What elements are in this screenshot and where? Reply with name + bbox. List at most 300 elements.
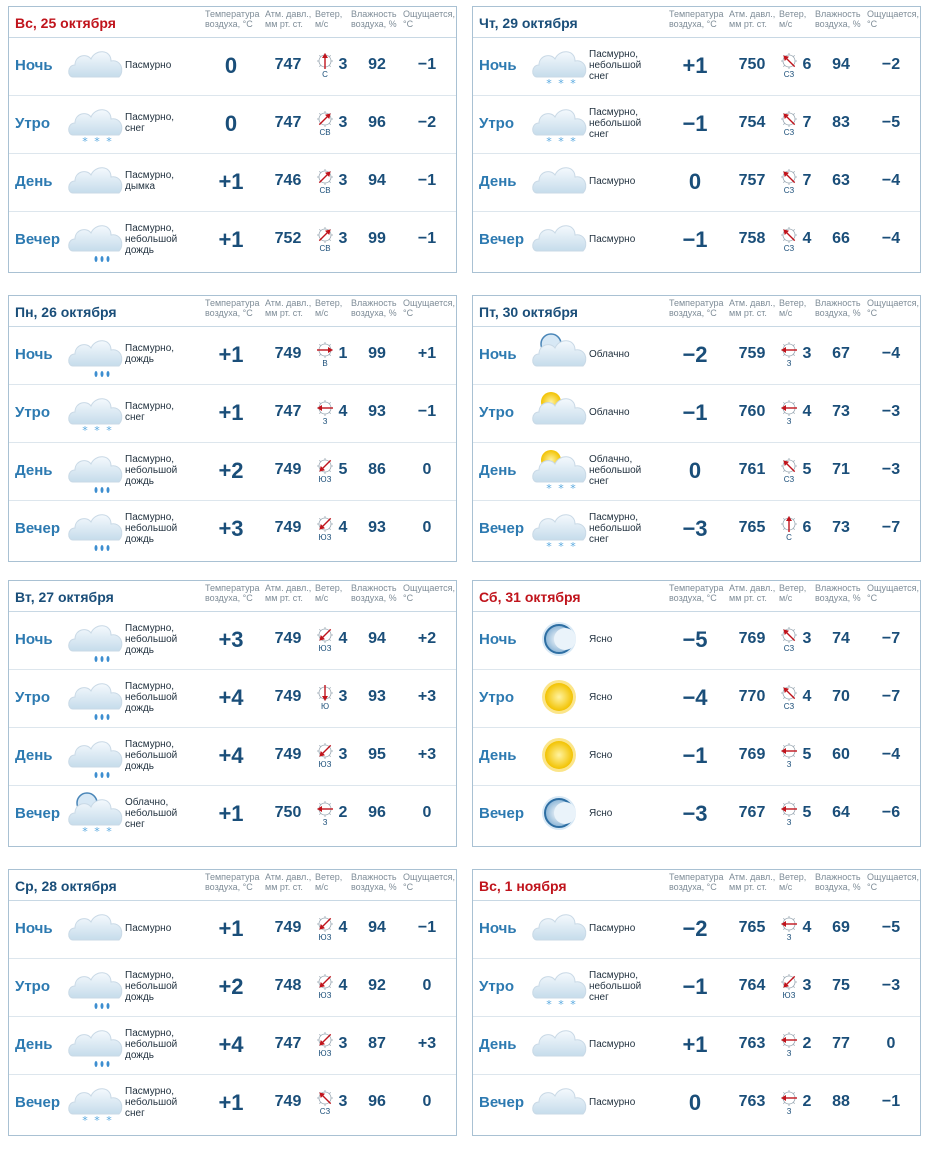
time-of-day-label: Ночь: [479, 631, 517, 648]
column-header-press: Атм. давл., мм рт. ст.: [265, 9, 312, 29]
time-of-day-label: Вечер: [15, 805, 61, 822]
feels-like-value: −4: [881, 230, 901, 247]
feels-like-value: +2: [417, 630, 437, 647]
column-header-wind: Ветер, м/с: [315, 872, 343, 892]
wind-direction-label: З: [786, 818, 792, 827]
temperature-value: −2: [682, 342, 708, 367]
svg-text:*: *: [558, 135, 564, 148]
wind-direction-icon: [315, 514, 335, 544]
condition-label: Пасмурно: [589, 922, 636, 934]
svg-text:*: *: [546, 135, 552, 148]
pressure-value: 767: [738, 804, 766, 821]
wind-direction-icon: [779, 167, 799, 197]
temperature-value: +1: [218, 227, 244, 252]
svg-text:*: *: [570, 77, 576, 90]
temperature-value: +3: [218, 516, 244, 541]
pressure-value: 754: [738, 114, 766, 131]
column-header-press: Атм. давл., мм рт. ст.: [729, 298, 776, 318]
wind-speed-value: 2: [338, 804, 348, 821]
pressure-value: 750: [274, 804, 302, 821]
condition-text: [589, 452, 659, 488]
cloud-icon: [65, 904, 125, 956]
wind-direction-label: С: [786, 533, 792, 542]
wind-direction-icon: [779, 914, 799, 944]
wind-direction-label: СЗ: [783, 644, 795, 653]
wind-direction-label: З: [322, 818, 328, 827]
forecast-row: [9, 611, 456, 670]
temperature-value: 0: [688, 458, 702, 483]
time-of-day-label: Ночь: [479, 57, 517, 74]
wind-speed-value: 7: [802, 114, 812, 131]
forecast-row: [473, 900, 920, 959]
condition-text: [125, 737, 195, 773]
wind-speed-value: 3: [338, 1035, 348, 1052]
wind-direction-icon: [779, 972, 799, 1002]
cloud-rain-icon: [65, 330, 125, 382]
day-title: Ср, 28 октября: [15, 878, 117, 894]
condition-label: Пасмурно: [589, 175, 636, 187]
svg-text:*: *: [106, 1114, 112, 1127]
wind-direction-icon: [779, 625, 799, 655]
wind-direction-icon: [315, 456, 335, 486]
pressure-value: 765: [738, 919, 766, 936]
pressure-value: 761: [738, 461, 766, 478]
wind-speed-value: 5: [338, 461, 348, 478]
condition-label: Пасмурно: [589, 1038, 636, 1050]
cloud-rain-icon: [65, 215, 125, 267]
svg-text:*: *: [546, 77, 552, 90]
wind-speed-value: 5: [802, 804, 812, 821]
condition-text: [589, 394, 659, 430]
feels-like-value: −7: [881, 630, 901, 647]
forecast-row: [473, 211, 920, 269]
humidity-value: 94: [368, 919, 386, 936]
day-title: Вс, 1 ноября: [479, 878, 567, 894]
feels-like-value: −4: [881, 746, 901, 763]
wind-speed-value: 4: [802, 919, 812, 936]
humidity-value: 73: [832, 403, 850, 420]
day-title: Вс, 25 октября: [15, 15, 116, 31]
condition-label: Пасмурно, небольшой дождь: [125, 1027, 178, 1061]
column-header-press: Атм. давл., мм рт. ст.: [265, 872, 312, 892]
condition-text: [589, 1084, 659, 1120]
humidity-value: 94: [368, 630, 386, 647]
time-of-day-label: День: [15, 173, 53, 190]
humidity-value: 83: [832, 114, 850, 131]
cloud-snow-icon: [65, 388, 125, 440]
humidity-value: 95: [368, 746, 386, 763]
svg-text:*: *: [82, 1114, 88, 1127]
wind-speed-value: 3: [802, 630, 812, 647]
feels-like-value: 0: [422, 461, 432, 478]
feels-like-value: −5: [881, 114, 901, 131]
wind-direction-icon: [779, 741, 799, 771]
wind-speed-value: 3: [338, 1093, 348, 1110]
condition-label: Пасмурно, небольшой дождь: [125, 680, 178, 714]
condition-text: [125, 336, 195, 372]
moon-icon: [529, 615, 589, 667]
feels-like-value: −5: [881, 919, 901, 936]
cloud-icon: [529, 1020, 589, 1072]
humidity-value: 87: [368, 1035, 386, 1052]
feels-like-value: +3: [417, 746, 437, 763]
pressure-value: 749: [274, 345, 302, 362]
day-title: Пт, 30 октября: [479, 304, 578, 320]
condition-text: [125, 621, 195, 657]
day-header: [473, 296, 920, 327]
column-header-feels: Ощущается, °С: [867, 298, 920, 318]
temperature-value: −1: [682, 743, 708, 768]
day-card: [472, 869, 921, 1136]
humidity-value: 99: [368, 345, 386, 362]
svg-text:*: *: [546, 540, 552, 553]
day-card: [472, 580, 921, 847]
svg-text:*: *: [558, 482, 564, 495]
time-of-day-label: Вечер: [15, 520, 61, 537]
wind-direction-icon: [779, 51, 799, 81]
day-header: [9, 870, 456, 901]
day-header: [473, 7, 920, 38]
wind-speed-value: 6: [802, 519, 812, 536]
pressure-value: 758: [738, 230, 766, 247]
column-header-press: Атм. давл., мм рт. ст.: [265, 583, 312, 603]
day-card: [8, 295, 457, 562]
pressure-value: 749: [274, 519, 302, 536]
cloud-icon: [65, 41, 125, 93]
feels-like-value: −1: [417, 56, 437, 73]
condition-text: [589, 910, 659, 946]
humidity-value: 60: [832, 746, 850, 763]
wind-direction-icon: [779, 1088, 799, 1118]
condition-label: Ясно: [589, 749, 613, 761]
humidity-value: 75: [832, 977, 850, 994]
sun-icon: [529, 673, 589, 725]
day-card: [8, 6, 457, 273]
forecast-row: [9, 37, 456, 96]
wind-speed-value: 2: [802, 1093, 812, 1110]
time-of-day-label: Ночь: [479, 346, 517, 363]
time-of-day-label: Вечер: [479, 805, 525, 822]
condition-label: Пасмурно: [589, 1096, 636, 1108]
wind-direction-label: СЗ: [783, 702, 795, 711]
time-of-day-label: Утро: [479, 404, 515, 421]
cloud-rain-icon: [65, 731, 125, 783]
time-of-day-label: Ночь: [479, 920, 517, 937]
wind-direction-icon: [779, 456, 799, 486]
humidity-value: 66: [832, 230, 850, 247]
condition-text: [589, 968, 659, 1004]
svg-text:*: *: [106, 424, 112, 437]
svg-text:*: *: [94, 1114, 100, 1127]
condition-text: [125, 163, 195, 199]
humidity-value: 70: [832, 688, 850, 705]
feels-like-value: −1: [881, 1093, 901, 1110]
forecast-row: [473, 442, 920, 501]
condition-text: [589, 679, 659, 715]
cloud-rain-icon: [65, 962, 125, 1014]
wind-direction-icon: [315, 683, 335, 713]
forecast-row: [9, 1016, 456, 1075]
svg-text:*: *: [94, 825, 100, 838]
wind-speed-value: 1: [338, 345, 348, 362]
wind-direction-label: З: [322, 417, 328, 426]
humidity-value: 92: [368, 977, 386, 994]
time-of-day-label: Вечер: [479, 1094, 525, 1111]
condition-text: [589, 221, 659, 257]
humidity-value: 93: [368, 688, 386, 705]
column-header-temp: Температура воздуха, °С: [669, 9, 724, 29]
sun-cloud-icon: [529, 388, 589, 440]
column-header-hum: Влажность воздуха, %: [351, 583, 397, 603]
time-of-day-label: Вечер: [15, 231, 61, 248]
column-header-temp: Температура воздуха, °С: [669, 872, 724, 892]
time-of-day-label: Утро: [479, 978, 515, 995]
pressure-value: 769: [738, 630, 766, 647]
pressure-value: 747: [274, 114, 302, 131]
forecast-row: [9, 326, 456, 385]
wind-speed-value: 7: [802, 172, 812, 189]
wind-direction-icon: [779, 340, 799, 370]
pressure-value: 748: [274, 977, 302, 994]
wind-direction-label: З: [786, 359, 792, 368]
feels-like-value: 0: [422, 1093, 432, 1110]
condition-label: Пасмурно, дождь: [125, 343, 175, 365]
humidity-value: 96: [368, 114, 386, 131]
feels-like-value: −1: [417, 403, 437, 420]
temperature-value: +1: [218, 1090, 244, 1115]
wind-speed-value: 6: [802, 56, 812, 73]
condition-label: Облачно: [589, 406, 630, 418]
wind-speed-value: 4: [802, 688, 812, 705]
column-header-hum: Влажность воздуха, %: [815, 9, 861, 29]
condition-text: [125, 221, 195, 257]
wind-direction-icon: [315, 914, 335, 944]
pressure-value: 765: [738, 519, 766, 536]
day-card: [8, 580, 457, 847]
cloud-rain-icon: [65, 1020, 125, 1072]
time-of-day-label: Утро: [479, 115, 515, 132]
wind-direction-icon: [779, 1030, 799, 1060]
forecast-row: [473, 384, 920, 443]
cloud-icon: [529, 215, 589, 267]
humidity-value: 93: [368, 403, 386, 420]
temperature-value: −1: [682, 111, 708, 136]
temperature-value: −1: [682, 974, 708, 999]
column-header-press: Атм. давл., мм рт. ст.: [729, 9, 776, 29]
column-header-wind: Ветер, м/с: [779, 872, 807, 892]
humidity-value: 92: [368, 56, 386, 73]
condition-label: Пасмурно, снег: [125, 112, 175, 134]
condition-text: [125, 910, 195, 946]
wind-direction-label: Ю: [320, 702, 330, 711]
wind-direction-icon: [779, 683, 799, 713]
wind-direction-label: ЮЗ: [782, 991, 796, 1000]
feels-like-value: −1: [417, 172, 437, 189]
pressure-value: 747: [274, 56, 302, 73]
forecast-row: [473, 1016, 920, 1075]
time-of-day-label: Утро: [15, 115, 51, 132]
condition-text: [589, 47, 659, 83]
pressure-value: 749: [274, 688, 302, 705]
pressure-value: 749: [274, 746, 302, 763]
column-header-temp: Температура воздуха, °С: [205, 9, 260, 29]
forecast-row: [473, 785, 920, 843]
column-header-feels: Ощущается, °С: [403, 9, 456, 29]
feels-like-value: −1: [417, 230, 437, 247]
condition-label: Пасмурно, небольшой снег: [589, 511, 642, 545]
condition-label: Пасмурно, небольшой снег: [589, 48, 642, 82]
svg-text:*: *: [558, 540, 564, 553]
wind-speed-value: 3: [338, 746, 348, 763]
wind-speed-value: 4: [802, 230, 812, 247]
condition-text: [125, 795, 195, 831]
temperature-value: −3: [682, 801, 708, 826]
condition-text: [589, 510, 659, 546]
sun-icon: [529, 731, 589, 783]
humidity-value: 64: [832, 804, 850, 821]
temperature-value: +3: [218, 627, 244, 652]
wind-speed-value: 3: [338, 230, 348, 247]
time-of-day-label: День: [479, 462, 517, 479]
wind-direction-icon: [779, 799, 799, 829]
svg-text:*: *: [570, 482, 576, 495]
condition-label: Пасмурно: [125, 59, 172, 71]
condition-label: Пасмурно, небольшой снег: [589, 969, 642, 1003]
condition-text: [589, 105, 659, 141]
condition-label: Пасмурно, небольшой дождь: [125, 511, 178, 545]
wind-direction-icon: [315, 398, 335, 428]
svg-text:*: *: [82, 424, 88, 437]
wind-speed-value: 4: [338, 519, 348, 536]
forecast-row: [473, 153, 920, 212]
pressure-value: 749: [274, 1093, 302, 1110]
condition-text: [125, 105, 195, 141]
feels-like-value: −6: [881, 804, 901, 821]
time-of-day-label: Вечер: [479, 231, 525, 248]
temperature-value: −2: [682, 916, 708, 941]
wind-direction-icon: [315, 51, 335, 81]
wind-direction-label: СЗ: [783, 70, 795, 79]
day-title: Сб, 31 октября: [479, 589, 581, 605]
humidity-value: 96: [368, 1093, 386, 1110]
column-header-temp: Температура воздуха, °С: [205, 872, 260, 892]
cloud-rain-icon: [65, 615, 125, 667]
time-of-day-label: День: [15, 747, 53, 764]
column-header-press: Атм. давл., мм рт. ст.: [729, 583, 776, 603]
wind-speed-value: 5: [802, 461, 812, 478]
condition-label: Ясно: [589, 633, 613, 645]
wind-direction-label: З: [786, 933, 792, 942]
temperature-value: 0: [224, 111, 238, 136]
pressure-value: 763: [738, 1035, 766, 1052]
forecast-row: [9, 727, 456, 786]
pressure-value: 750: [738, 56, 766, 73]
column-header-hum: Влажность воздуха, %: [815, 872, 861, 892]
wind-speed-value: 3: [338, 172, 348, 189]
time-of-day-label: Утро: [15, 404, 51, 421]
cloud-icon: [529, 1078, 589, 1130]
humidity-value: 63: [832, 172, 850, 189]
time-of-day-label: День: [15, 462, 53, 479]
time-of-day-label: Вечер: [479, 520, 525, 537]
cloud-icon: [529, 157, 589, 209]
pressure-value: 747: [274, 1035, 302, 1052]
pressure-value: 757: [738, 172, 766, 189]
wind-direction-label: З: [786, 417, 792, 426]
column-header-feels: Ощущается, °С: [867, 9, 920, 29]
column-header-hum: Влажность воздуха, %: [351, 298, 397, 318]
wind-direction-label: З: [786, 1107, 792, 1116]
forecast-row: [9, 669, 456, 728]
feels-like-value: −4: [881, 172, 901, 189]
feels-like-value: +3: [417, 1035, 437, 1052]
condition-text: [125, 968, 195, 1004]
condition-text: [125, 679, 195, 715]
cloud-snow-icon: [529, 962, 589, 1014]
time-of-day-label: Ночь: [15, 346, 53, 363]
humidity-value: 67: [832, 345, 850, 362]
wind-direction-icon: [315, 340, 335, 370]
condition-label: Пасмурно, небольшой снег: [589, 106, 642, 140]
pressure-value: 749: [274, 630, 302, 647]
wind-direction-label: ЮЗ: [318, 991, 332, 1000]
condition-text: [125, 1026, 195, 1062]
pressure-value: 763: [738, 1093, 766, 1110]
humidity-value: 93: [368, 519, 386, 536]
sun-cloud-snow-icon: [529, 446, 589, 498]
wind-speed-value: 5: [802, 746, 812, 763]
column-header-feels: Ощущается, °С: [867, 583, 920, 603]
temperature-value: +2: [218, 458, 244, 483]
pressure-value: 759: [738, 345, 766, 362]
condition-label: Пасмурно, небольшой дождь: [125, 222, 178, 256]
wind-direction-label: ЮЗ: [318, 1049, 332, 1058]
cloud-snow-icon: [529, 504, 589, 556]
forecast-row: [9, 900, 456, 959]
pressure-value: 746: [274, 172, 302, 189]
svg-text:*: *: [106, 825, 112, 838]
condition-text: [125, 452, 195, 488]
column-header-wind: Ветер, м/с: [315, 583, 343, 603]
wind-speed-value: 4: [338, 630, 348, 647]
svg-text:*: *: [546, 482, 552, 495]
cloud-rain-icon: [65, 446, 125, 498]
pressure-value: 752: [274, 230, 302, 247]
column-header-wind: Ветер, м/с: [779, 9, 807, 29]
forecast-row: [473, 37, 920, 96]
feels-like-value: −3: [881, 403, 901, 420]
feels-like-value: −3: [881, 977, 901, 994]
forecast-row: [9, 500, 456, 558]
feels-like-value: +3: [417, 688, 437, 705]
temperature-value: +1: [218, 801, 244, 826]
svg-text:*: *: [558, 77, 564, 90]
time-of-day-label: Утро: [15, 689, 51, 706]
column-header-feels: Ощущается, °С: [867, 872, 920, 892]
humidity-value: 74: [832, 630, 850, 647]
condition-label: Пасмурно: [125, 922, 172, 934]
wind-direction-icon: [315, 167, 335, 197]
condition-label: Ясно: [589, 807, 613, 819]
wind-direction-icon: [315, 1030, 335, 1060]
day-header: [473, 581, 920, 612]
wind-direction-icon: [315, 972, 335, 1002]
pressure-value: 764: [738, 977, 766, 994]
time-of-day-label: День: [479, 747, 517, 764]
condition-label: Пасмурно, снег: [125, 401, 175, 423]
wind-direction-label: СЗ: [783, 244, 795, 253]
column-header-wind: Ветер, м/с: [779, 298, 807, 318]
